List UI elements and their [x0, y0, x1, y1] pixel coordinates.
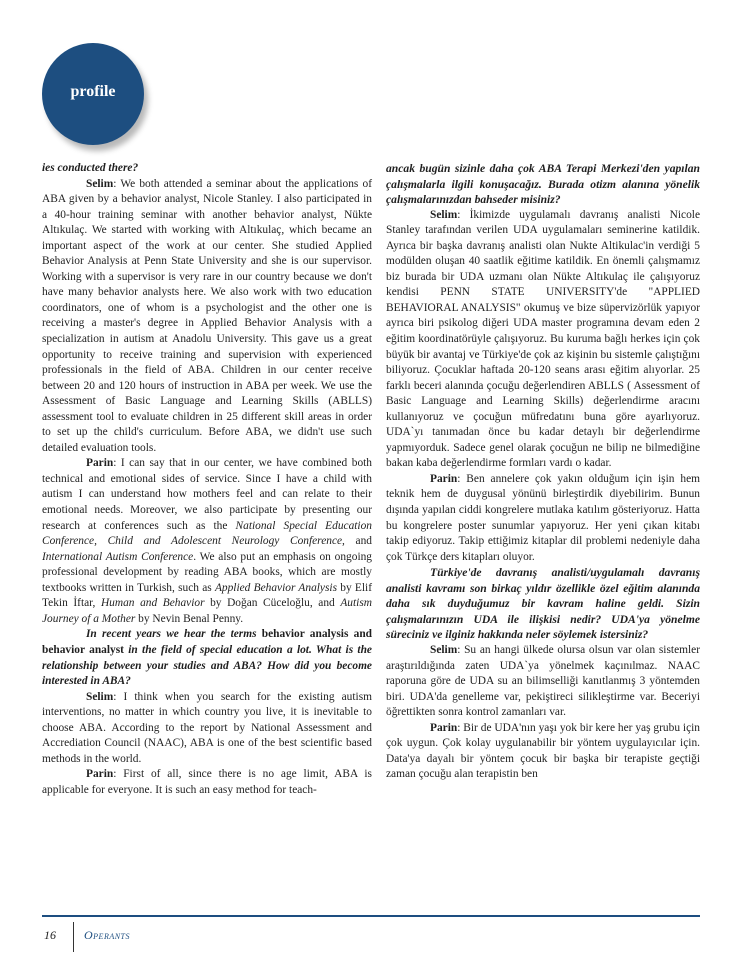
interview-question: Türkiye'de davranış analisti/uygulamalı davranış analisti kavramı son birkaç yıldır özellikle özel eğitim alanında daha sık duyduğumuz bir kavram haline geldi. Sizin çalışmalarınızın UDA ile ilişkisi nedir? UDA'ya yönelme süreciniz ve ilginiz hakkında neler söylemek istersiniz?: [386, 566, 700, 642]
paragraph: Selim: I think when you search for the existing autism interventions, no matter in which country you live, it is inevitable to choose ABA. According to the report by National Assessment and Accrediation Council (NAAC), ABA is one of the best scientific based methods in the world.: [42, 690, 372, 765]
page-number: 16: [44, 928, 56, 942]
speaker-name: Selim: [430, 643, 458, 656]
profile-badge: [42, 43, 144, 145]
speaker-name: Parin: [430, 472, 458, 485]
paragraph: Selim: İkimizde uygulamalı davranış analisti Nicole Stanley tarafından verilen UDA uygulamaları seminerine katildik. Ayrıca bir başka davranış analisti olan Nukte Altikulac'in verdiği 5 modülden oluşan 40 saatlik eğitime katildik. En önemli çalışmamız biz burada bir UDA uzmanı olan Nükte Altıkulaç ile çalışıyoruz kendisi PENN STATE UNIVERSITY'de "APPLIED BEHAVIORAL ANALYSIS" okumuş ve bize süpervizörlük yapıyor ayrıca biri psikolog diğeri UDA master programına devam eden 2 eğitim koordinatörüyle çalışıyoruz. Bu kuruma bağlı herkes için çok büyük bir avantaj ve Türkiye'de çok az kişinin bu sistemle çalıştığını biliyoruz. Çocuklar haftada 20-120 seans arası eğitim alıyorlar. 25 farklı beceri alanında çocuğu değerlendiren ABLLS ( Assessment of Basic Language and Learning Skills) değerlendirme aracını kullanıyoruz ve çocuğun müfredatını buna göre ayarlıyoruz. UDA`yı tanımadan önce bu kadar detaylı bir değerlendirme yapmıyorduk. Sadece genel olarak çocuğun ne bilip ne bilmediğine bakan kaba değerlendirme formları vardı o kadar.: [386, 208, 700, 470]
speaker-name: Selim: [86, 690, 114, 703]
speaker-name: Selim: [430, 208, 458, 221]
profile-badge-label: profile: [70, 83, 116, 100]
speaker-name: Parin: [430, 721, 458, 734]
speaker-name: Parin: [86, 768, 114, 781]
paragraph: Parin: Bir de UDA'nın yaşı yok bir kere her yaş grubu için çok uygun. Çok kolay uygulanabilir bir yöntem uygulayıcılar için. Data'ya dayalı bir yöntem çocuk bir başka bir terapiste geçtiği zaman çocuğu alan terapistin ben: [386, 721, 700, 781]
interview-question: ancak bugün sizinle daha çok ABA Terapi Merkezi'den yapılan çalışmalarla ilgili konuşacağız. Burada otizm alanına yönelik çalışmalarınızdan bahseder misiniz?: [386, 162, 700, 207]
paragraph: Selim: We both attended a seminar about the applications of ABA given by a behavior analyst, Nicole Stanley. I also participated in a 40-hour training seminar with another behavior analyst, Nükte Altıkulaç. We started with working with Altıkulaç, which became an important aspect of the work at our center. She studied Applied Behavior Analysis at Penn State University and she is our supervisor. Working with a supervisor is very rare in our country because we don't have many behavior analysts here. We also work with two education coordinators, one of whom is a psychologist and the other one is receiving a master's degree in Applied Behavior Analysis with a specialization in autism at Anadolu University. This gave us a great opportunity to receive training and supervision with experienced professionals in the field of ABA. Children in our center receive between 20 and 120 hours of instruction in ABA per week. We use the Assessment of Basic Language and Learning Skills (ABLLS) assessment tool to evaluate children in 25 different skill areas in order to set up the child's curriculum. Before ABA, we didn't use such detailed evaluation tools.: [42, 177, 372, 454]
paragraph: Parin: I can say that in our center, we have combined both technical and emotional sides of service. Since I have a child with autism I can understand how mothers feel and can relate to their emotional needs. Moreover, we also participate by presenting our research at conferences such as the National Special Education Conference, Child and Adolescent Neurology Conference, and International Autism Conference. We also put an emphasis on ongoing professional development by reading ABA books, which are mostly textbooks written in Turkish, such as Applied Behavior Analysis by Elif Tekin İftar, Human and Behavior by Doğan Cüceloğlu, and Autism Journey of a Mother by Nevin Benal Penny.: [42, 457, 372, 625]
speaker-name: Selim: [86, 177, 114, 190]
left-column: [42, 161, 372, 798]
magazine-name: Operants: [84, 928, 130, 942]
question-continuation: ies conducted there?: [42, 162, 139, 174]
speaker-name: Parin: [86, 457, 114, 470]
paragraph: Selim: Su an hangi ülkede olursa olsun var olan sistemler araştırıldığında zaten UDA`ya yönelmek kaçınılmaz. NAAC raporuna göre de UDA su an bilimselliği kanıtlanmış 3 yöntemden biri. UDA'da genelleme var, pekiştireci silikleştirme var. Beceriyi öğrettikten sonra kontrol zamanları var.: [386, 643, 700, 719]
right-column: [386, 161, 700, 783]
footer-rule: [42, 915, 700, 917]
paragraph: Parin: First of all, since there is no age limit, ABA is applicable for everyone. It is such an easy method for teach-: [42, 768, 372, 796]
footer-divider: [73, 922, 74, 952]
interview-question: In recent years we hear the terms behavior analysis and behavior analyst in the field of special education a lot. What is the relationship between your studies and ABA? How did you become interested in ABA?: [42, 628, 372, 688]
paragraph: Parin: Ben annelere çok yakın olduğum için işin hem teknik hem de duygusal yönünü birleştirdik diyebilirim. Bunun dışında yapılan ciddi kongrelere mutlaka katılım gösteriyoruz. Hatta bu kongrelere poster sunumlar yapıyoruz. Her yeni çıkan kitabı takip ediyoruz. Takip ettiğimiz kitaplar dil problemi nedeniyle daha çok Türkçe ders kitapları oluyor.: [386, 472, 700, 563]
